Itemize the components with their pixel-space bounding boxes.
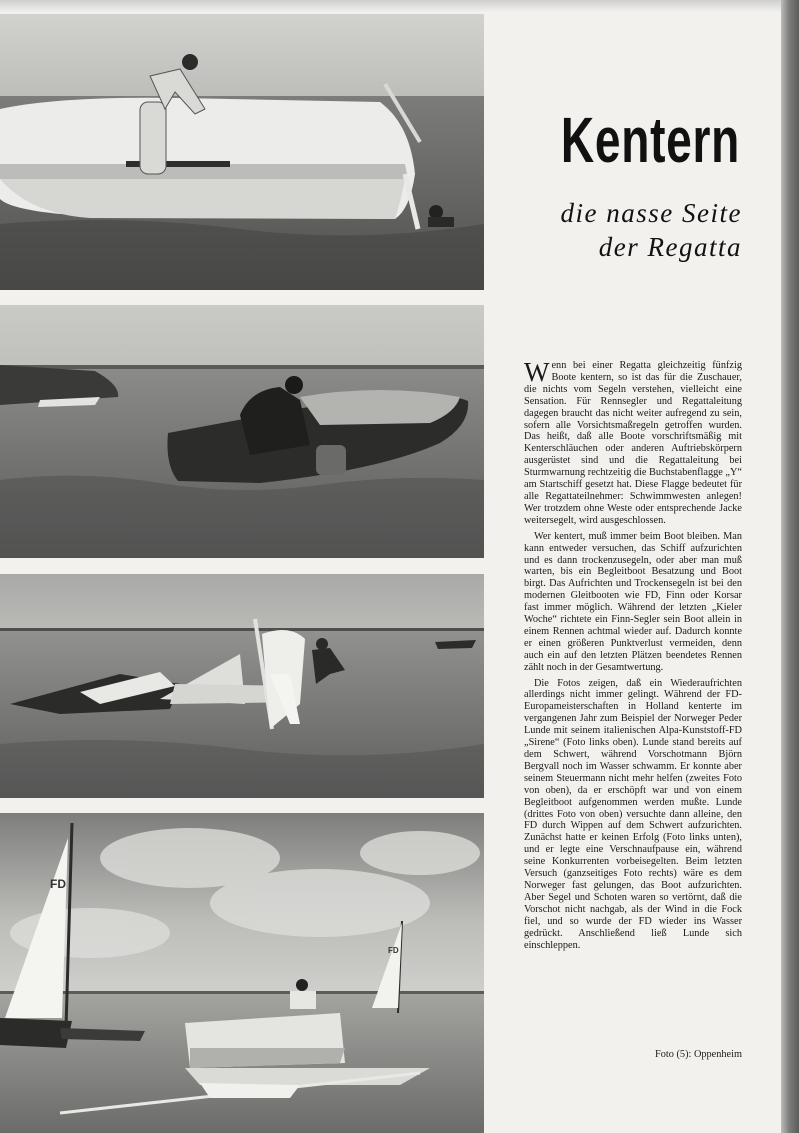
subtitle-line-2: der Regatta — [598, 232, 742, 262]
article-paragraph-3: Die Fotos zeigen, daß ein Wiederaufrichten allerdings nicht immer gelingt. Während der FD-Europameisterschaften in Holland kenterte im vergangenen Jahr zum Beispiel der Norweger Peder Lunde mit seinem italienischen Alpa-Kunststoff-FD „Sirene“ (Foto links oben). Lunde stand bereits auf dem Schwert, während Vorschotmann Björn Bergvall noch im Wasser schwamm. Er konnte aber seinem Steuermann nicht mehr helfen (zweites Foto von oben), da er erschöpft war und von einem Begleitboot aufgenommen werden mußte. Lunde (drittes Foto von oben) versuchte dann alleine, den FD durch Wippen auf dem Schwert aufzurichten. Zunächst hatte er keinen Erfolg (Foto links unten), und er legte eine Verschnaufpause ein, während seine Konkurrenten vorbeisegelten. Beim letzten Versuch (ganzseitiges Foto rechts) wäre es dem Norweger fast gelungen, das Boot aufzurichten. Aber Segel und Schoten waren so vertörnt, daß die Vorschot nicht nachgab, als der Wind in die Fock fiel, und so wurde der FD wieder ins Wasser gedrückt. Anschließend ließ Lunde sich einschleppen. — [524, 677, 742, 951]
article-body — [524, 357, 742, 955]
article-title: Kentern — [560, 104, 740, 176]
photo-credit: Foto (5): Oppenheim — [655, 1049, 742, 1060]
article-paragraph-1 — [524, 357, 742, 527]
drop-cap: W — [524, 357, 550, 387]
photo-capsized-hull — [0, 14, 484, 290]
photo-rescue-boat — [0, 305, 484, 558]
subtitle-line-1: die nasse Seite — [560, 198, 742, 228]
paragraph-1-text: enn bei einer Regatta gleichzeitig fünfzig Boote kentern, so ist das für die Zuschauer, die nichts vom Segeln verstehen, vielleicht eine Sensation. Für Rennsegler und Regattaleitung dagegen braucht das nicht weiter aufregend zu sein, sofern alle Vorsichtsmaßregeln getroffen wurden. Das heißt, daß alle Boote vorschriftsmäßig mit Kenterschläuchen oder anderen Auftriebskörpern ausgerüstet sind und die Regattaleitung bei Sturmwarnung rechtzeitig die Buchstabenflagge „Y“ am Startschiff gesetzt hat. Diese Flagge bedeutet für alle Regattateilnehmer: Schwimmwesten anlegen! Wer trotzdem ohne Weste oder entsprechende Jacke weitersegelt, wird ausgeschlossen. — [524, 360, 742, 526]
sail-mark-left: FD — [50, 877, 66, 891]
photo-sail-in-water — [0, 574, 484, 798]
article-paragraph-2: Wer kentert, muß immer beim Boot bleiben. Man kann entweder versuchen, das Schiff aufzurichten und es dann trockenzusegeln, oder aber man muß warten, bis ein Begleitboot Besatzung und Boot birgt. Das Aufrichten und Trockensegeln ist bei den modernen Gleitbooten wie FD, Finn oder Korsar fast immer möglich. Während der letzten „Kieler Woche“ richtete ein Finn-Segler sein Boot allein in einem Rennen achtmal wieder auf. Dadurch konnte er einen größeren Punktverlust vermeiden, denn auch ein auf den letzten Plätzen beendetes Rennen zählt noch in der Gesamtwertung. — [524, 530, 742, 673]
article-subtitle — [490, 196, 742, 264]
photo-regatta-fleet — [0, 813, 484, 1133]
page-right-edge — [781, 0, 799, 1133]
sail-mark-right: FD — [388, 946, 399, 955]
page-top-edge — [0, 0, 799, 12]
